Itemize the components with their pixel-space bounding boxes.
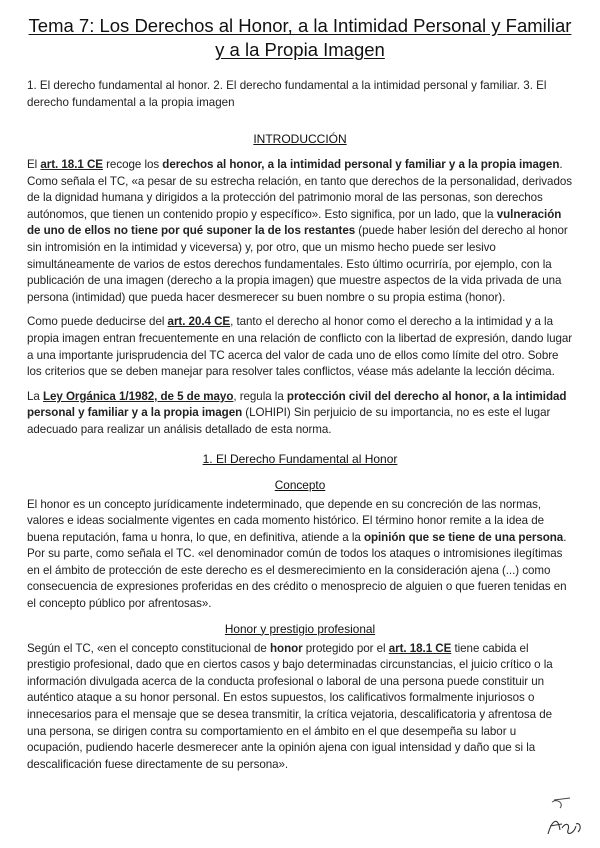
prestigio-heading: Honor y prestigio profesional xyxy=(224,621,376,636)
intro-paragraph-2: Como puede deducirse del art. 20.4 CE, tanto el derecho al honor como el derecho a la intimidad y a la propia imagen entran frecuentemente en una relación de conflicto con la libertad de expresión, dando lugar a una importante jurisprudencia del TC acerca del valor de cada uno de ellos como límite del otro. Sobre los criterios que se deben manejar para resolver tales conflictos, véase más adelante la lección décima. xyxy=(27,315,573,379)
intro-paragraph-1: El art. 18.1 CE recoge los derechos al honor, a la intimidad personal y familiar y a la propia imagen. Como señala el TC, «a pesar de su estrecha relación, en tanto que derechos de la personalidad, derivados de la dignidad humana y dirigidos a la protección del patrimonio moral de las personas, son derechos autónomos, que tienen un contenido propio y específico». Esto significa, por un lado, que la vulneración de uno de ellos no tiene por qué suponer la de los restantes (puede haber lesión del derecho al honor sin intromisión en la intimidad y viceversa) y, por otro, que un mismo hecho puede ser lesivo simultáneamente de varios de estos derechos fundamentales. Esto último ocurriría, por ejemplo, con la publicación de una imagen (derecho a la propia imagen) que muestre aspectos de la vida privada de una persona (intimidad) que pueda hacer desmerecer su buen nombre o su propia estima (honor). xyxy=(27,158,572,304)
law-ref-lo-1-1982: Ley Orgánica 1/1982, de 5 de mayo xyxy=(42,389,234,403)
author-signature xyxy=(540,794,586,840)
topics-index: 1. El derecho fundamental al honor. 2. El derecho fundamental a la intimidad personal y familiar. 3. El derecho fundamental a la propia imagen xyxy=(27,79,547,109)
introduction-heading: INTRODUCCIÓN xyxy=(253,132,347,146)
page-title: Tema 7: Los Derechos al Honor, a la Intimidad Personal y Familiar y a la Propia Imagen xyxy=(28,15,572,60)
intro-paragraph-3: La Ley Orgánica 1/1982, de 5 de mayo, regula la protección civil del derecho al honor, a la intimidad personal y familiar y a la propia imagen (LOHIPI) Sin perjuicio de su importancia, no es este el lugar adecuado para realizar un análisis detallado de esta norma. xyxy=(27,389,567,436)
section-1-heading: 1. El Derecho Fundamental al Honor xyxy=(202,451,398,466)
concepto-paragraph: El honor es un concepto jurídicamente indeterminado, que depende en su concreción de las normas, valores e ideas socialmente vigentes en cada momento histórico. El término honor remite a la idea de buena reputación, fama u honra, lo que, en definitiva, atiende a la opinión que se tiene de una persona. Por su parte, como señala el TC. «el denominador común de todos los ataques o intromisiones ilegítimas en el ámbito de protección de este derecho es el desmerecimiento en la consideración ajena (...) como consecuencia de expresiones proferidas en des crédito o menosprecio de alguien o que fueren tenidas en el concepto público por afrentosas». xyxy=(27,497,567,611)
prestigio-paragraph: Según el TC, «en el concepto constitucional de honor protegido por el art. 18.1 CE tiene cabida el prestigio profesional, dado que en ciertos casos y bajo determinadas circunstancias, el juicio crítico o la información divulgada acerca de la conducta profesional o laboral de una persona puede constituir un auténtico ataque a su honor personal. En estos supuestos, los calificativos formalmente injuriosos o innecesarios para el mensaje que se desea transmitir, la crítica vejatoria, descalificatoria y afrentosa de una persona, se dirigen contra su comportamiento en el ámbito en el que desempeña su labor u ocupación, pudiendo hacerle desmerecer ante la opinión ajena con igual intensidad y daño que si la descalificación fuese directamente de su persona». xyxy=(27,641,553,771)
article-ref-18-1-b: art. 18.1 CE xyxy=(388,641,452,655)
concepto-heading: Concepto xyxy=(274,477,326,492)
article-ref-18-1: art. 18.1 CE xyxy=(40,158,103,171)
article-ref-20-4: art. 20.4 CE xyxy=(167,315,231,329)
